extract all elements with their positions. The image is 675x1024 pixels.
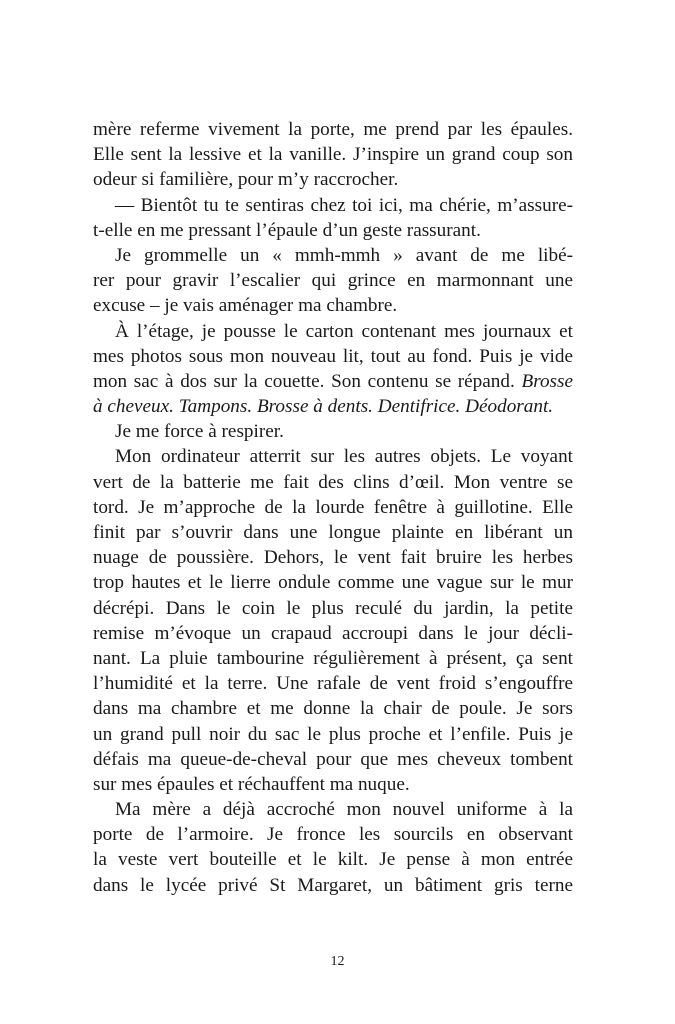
text-line: tord. Je m’approche de la lourde fenêtre à guillotine. Elle xyxy=(93,496,573,518)
text-line-italic: Brosse xyxy=(521,370,574,392)
text-line xyxy=(93,369,573,394)
text-line: porte de l’armoire. Je fronce les sourcils en observant xyxy=(93,824,573,846)
text-line: Elle sent la lessive et la vanille. J’inspire un grand coup son xyxy=(93,144,573,166)
text-line: trop hautes et le lierre ondule comme une vague sur le mur xyxy=(93,572,573,594)
text-line: Je me force à respirer. xyxy=(115,421,284,443)
text-line: mes photos sous mon nouveau lit, tout au fond. Puis je vide xyxy=(93,345,573,367)
text-line: dans le lycée privé St Margaret, un bâtiment gris terne xyxy=(93,874,573,896)
text-line: défais ma queue-de-cheval pour que mes cheveux tombent xyxy=(93,748,573,770)
text-line: à cheveux. Tampons. Brosse à dents. Dentifrice. Déodorant. xyxy=(93,396,554,418)
text-line: odeur si familière, pour m’y raccrocher. xyxy=(93,169,399,191)
text-line: la veste vert bouteille et le kilt. Je pense à mon entrée xyxy=(93,849,573,871)
text-line: nuage de poussière. Dehors, le vent fait bruire les herbes xyxy=(93,547,573,569)
text-line: Mon ordinateur atterrit sur les autres objets. Le voyant xyxy=(115,446,573,468)
text-line: Je grommelle un « mmh-mmh » avant de me libé- xyxy=(115,244,573,266)
text-line: t-elle en me pressant l’épaule d’un geste rassurant. xyxy=(93,219,481,241)
page-number: 12 xyxy=(330,954,345,969)
text-line: excuse – je vais aménager ma chambre. xyxy=(93,295,398,317)
text-line: nant. La pluie tambourine régulièrement à présent, ça sent xyxy=(93,647,573,669)
text-line: finit par s’ouvrir dans une longue plainte en libérant un xyxy=(93,522,573,543)
text-line: mère referme vivement la porte, me prend par les épaules. xyxy=(93,119,573,140)
text-line: Ma mère a déjà accroché mon nouvel uniforme à la xyxy=(115,799,573,821)
text-line: — Bientôt tu te sentiras chez toi ici, ma chérie, m’assure- xyxy=(115,194,573,216)
text-line: À l’étage, je pousse le carton contenant mes journaux et xyxy=(115,320,573,342)
text-line-roman: mon sac à dos sur la couette. Son contenu se répand. xyxy=(93,370,515,392)
text-line: sur mes épaules et réchauffent ma nuque. xyxy=(93,773,410,795)
text-line: rer pour gravir l’escalier qui grince en marmonnant une xyxy=(93,270,573,292)
text-line: dans ma chambre et me donne la chair de poule. Je sors xyxy=(93,698,573,720)
text-line: l’humidité et la terre. Une rafale de vent froid s’engouffre xyxy=(93,673,573,695)
text-line: remise m’évoque un crapaud accroupi dans le jour décli- xyxy=(93,622,573,644)
text-line: un grand pull noir du sac le plus proche et l’enfile. Puis je xyxy=(93,723,573,745)
text-line: vert de la batterie me fait des clins d’œil. Mon ventre se xyxy=(93,471,573,493)
book-page-text xyxy=(93,117,573,898)
text-line: décrépi. Dans le coin le plus reculé du jardin, la petite xyxy=(93,597,573,619)
